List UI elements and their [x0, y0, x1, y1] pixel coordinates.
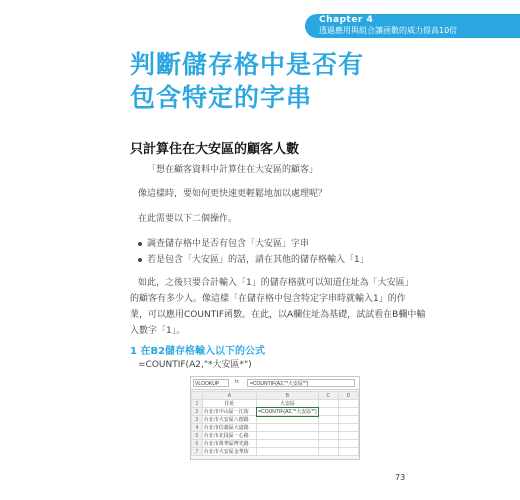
title-line-2: 包含特定的字串 — [130, 83, 313, 112]
cell-a: 台北市大安區金華街 — [202, 448, 257, 456]
cell-b — [257, 424, 318, 432]
chapter-tag — [305, 14, 520, 38]
name-box: VLOOKUP — [193, 379, 229, 387]
cell-d — [338, 432, 358, 440]
corner-cell — [192, 392, 203, 400]
cell-c — [318, 400, 338, 408]
sheet-grid — [191, 391, 359, 456]
cell-c — [318, 424, 338, 432]
question-text: 像這樣時，要如何更快速更輕鬆地加以處理呢？ — [138, 189, 328, 199]
table-row — [192, 408, 359, 416]
cell-c — [318, 432, 338, 440]
row-number: 1 — [192, 400, 203, 408]
cell-b-selected: =COUNTIF(A2,"*大安區*") — [258, 408, 317, 415]
step-heading: 1 在B2儲存格輸入以下的公式 — [130, 346, 266, 357]
cell-d — [338, 400, 358, 408]
chapter-subtitle: 透過應用與組合讓函數的威力提高10倍 — [319, 26, 458, 35]
cell-b: 大安區 — [257, 400, 318, 408]
bullet-item — [138, 236, 309, 249]
cell-a: 台北市萬華區博光路 — [202, 440, 257, 448]
cell-a: 台北市中山區一江街 — [202, 408, 257, 416]
cell-a: 台北市北投區一心路 — [202, 432, 257, 440]
cell-b — [257, 448, 318, 456]
row-number: 6 — [192, 440, 203, 448]
formula-bar — [191, 377, 359, 390]
row-number: 2 — [192, 408, 203, 416]
bullet-dot-icon — [138, 242, 142, 246]
column-header: C — [318, 392, 338, 400]
cell-b — [257, 416, 318, 424]
cell-a: 台北市信義區大道路 — [202, 424, 257, 432]
section-heading: 只計算住在大安區的顧客人數 — [130, 142, 300, 157]
cell-a: 台北市大安區八德路 — [202, 416, 257, 424]
table-row — [192, 440, 359, 448]
column-header: A — [202, 392, 257, 400]
formula-text: =COUNTIF(A2,"*大安區*") — [138, 360, 252, 370]
body-paragraph — [130, 275, 426, 339]
title-line-1: 判斷儲存格中是否有 — [130, 50, 365, 79]
table-row — [192, 424, 359, 432]
row-number: 7 — [192, 448, 203, 456]
cell-d — [338, 448, 358, 456]
cell-c — [318, 416, 338, 424]
bullet-text: 若是包含「大安區」的話，請在其他的儲存格輸入「1」 — [147, 255, 369, 265]
cell-a: 住址 — [202, 400, 257, 408]
row-number: 3 — [192, 416, 203, 424]
page-number: 73 — [395, 473, 406, 482]
bullet-text: 調查儲存格中是否有包含「大安區」字串 — [147, 239, 310, 249]
cell-d — [338, 424, 358, 432]
page-title — [130, 48, 364, 114]
cell-d — [338, 440, 358, 448]
body-line: 如此，之後只要合計輸入「1」的儲存格就可以知道住址為「大安區」 — [138, 278, 414, 288]
cell-b — [257, 440, 318, 448]
body-line: 的顧客有多少人。像這樣「在儲存格中包含特定字串時就輸入1」的作 — [130, 294, 406, 304]
table-row — [192, 416, 359, 424]
bullet-item — [138, 252, 369, 265]
chapter-label: Chapter 4 — [319, 15, 374, 25]
column-header: D — [338, 392, 358, 400]
table-row — [192, 432, 359, 440]
body-line: 業，可以應用COUNTIF函數。在此，以A欄住址為基礎，試試看在B欄中輸 — [130, 310, 426, 320]
bullet-dot-icon — [138, 258, 142, 262]
table-row — [192, 400, 359, 408]
column-header-row — [192, 392, 359, 400]
row-number: 4 — [192, 424, 203, 432]
formula-bar-content: =COUNTIF(A2,"*大安區*") — [247, 379, 355, 387]
fx-icon: fx — [235, 379, 239, 385]
table-row — [192, 448, 359, 456]
cell-c — [318, 408, 338, 416]
row-number: 5 — [192, 432, 203, 440]
column-header: B — [257, 392, 318, 400]
intro-text: 在此需要以下二個操作。 — [138, 214, 238, 224]
cell-d — [338, 416, 358, 424]
cell-b — [257, 432, 318, 440]
body-line: 入數字「1」。 — [130, 326, 186, 336]
cell-c — [318, 448, 338, 456]
quote-text: 「想在顧客資料中計算住在大安區的顧客」 — [147, 165, 319, 175]
cell-c — [318, 440, 338, 448]
spreadsheet-screenshot — [190, 376, 360, 460]
cell-d — [338, 408, 358, 416]
